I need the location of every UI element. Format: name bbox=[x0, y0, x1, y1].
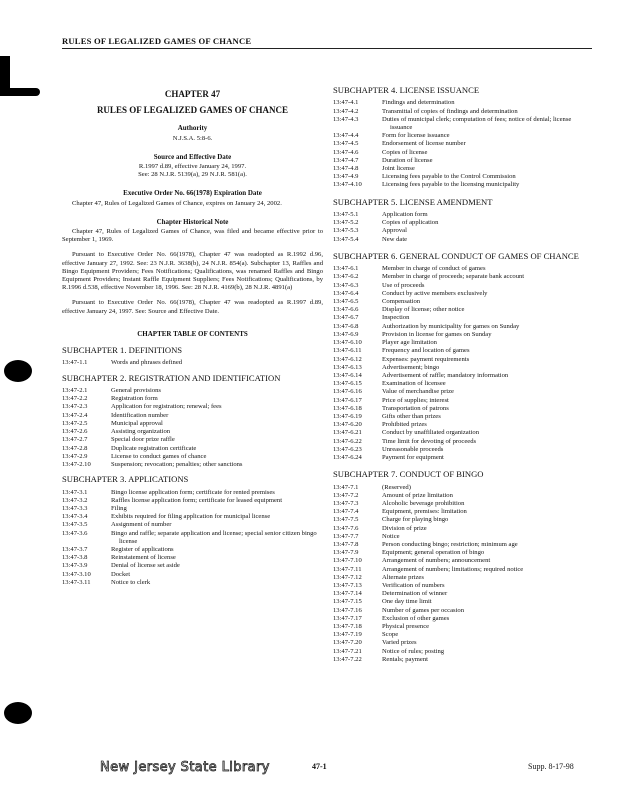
toc-entry bbox=[62, 412, 323, 420]
section-title: Advertisement; bingo bbox=[382, 363, 440, 371]
toc-entry bbox=[62, 513, 323, 521]
section-title: Raffles license application form; certificate for leased equipment bbox=[111, 496, 283, 504]
scan-hole-low bbox=[4, 702, 32, 724]
section-title: Frequency and location of games bbox=[382, 347, 470, 355]
section-number: 13:47-6.22 bbox=[333, 437, 362, 445]
section-title: Member in charge of conduct of games bbox=[382, 265, 486, 273]
section-title: Advertisement of raffle; mandatory information bbox=[382, 371, 509, 379]
toc-entry bbox=[333, 508, 595, 516]
section-title: Determination of winner bbox=[382, 590, 448, 598]
toc-entry bbox=[333, 566, 595, 574]
toc-entry bbox=[333, 623, 595, 631]
section-title: Transportation of patrons bbox=[382, 404, 449, 412]
section-number: 13:47-3.3 bbox=[62, 504, 88, 512]
toc-entry bbox=[333, 615, 595, 623]
toc-entry bbox=[333, 639, 595, 647]
section-number: 13:47-6.20 bbox=[333, 421, 362, 429]
section-number: 13:47-3.7 bbox=[62, 545, 88, 553]
section-number: 13:47-7.14 bbox=[333, 590, 362, 598]
toc-entry bbox=[333, 347, 595, 355]
section-title: Prohibited prizes bbox=[382, 421, 427, 429]
toc-entry bbox=[62, 461, 323, 469]
section-number: 13:47-7.13 bbox=[333, 581, 362, 589]
toc-entry bbox=[333, 380, 595, 388]
section-number: 13:47-7.15 bbox=[333, 598, 362, 606]
toc-entry bbox=[333, 656, 595, 664]
section-title: Findings and determination bbox=[382, 99, 455, 107]
page-footer bbox=[0, 760, 622, 780]
section-number: 13:47-7.20 bbox=[333, 639, 362, 647]
section-number: 13:47-4.1 bbox=[333, 99, 359, 107]
toc-heading: CHAPTER TABLE OF CONTENTS bbox=[137, 329, 248, 338]
toc-entry bbox=[333, 108, 595, 116]
section-number: 13:47-3.10 bbox=[62, 570, 91, 578]
section-title: Identification number bbox=[111, 411, 169, 419]
section-number: 13:47-6.19 bbox=[333, 412, 362, 420]
toc-entry bbox=[333, 323, 595, 331]
subchapter-4-list bbox=[333, 99, 595, 189]
section-title: Filing bbox=[111, 504, 127, 512]
toc-entry bbox=[62, 546, 323, 554]
toc-entry bbox=[333, 298, 595, 306]
toc-entry bbox=[62, 395, 323, 403]
toc-entry bbox=[333, 132, 595, 140]
toc-entry bbox=[333, 607, 595, 615]
toc-entry bbox=[333, 99, 595, 107]
section-number: 13:47-4.10 bbox=[333, 181, 362, 189]
section-number: 13:47-6.10 bbox=[333, 339, 362, 347]
toc-entry bbox=[333, 236, 595, 244]
section-title: Notice to clerk bbox=[111, 578, 151, 586]
section-number: 13:47-6.18 bbox=[333, 404, 362, 412]
section-title: Suspension; revocation; penalties; other sanctions bbox=[111, 460, 243, 468]
section-title: Provision in license for games on Sunday bbox=[382, 330, 492, 338]
toc-entry bbox=[333, 116, 595, 132]
section-number: 13:47-3.6 bbox=[62, 529, 88, 537]
library-watermark: New Jersey State Library bbox=[100, 760, 270, 775]
section-title: Expenses: payment requirements bbox=[382, 355, 470, 363]
toc-entry bbox=[333, 157, 595, 165]
section-number: 13:47-7.17 bbox=[333, 614, 362, 622]
subchapter-3-heading: SUBCHAPTER 3. APPLICATIONS bbox=[62, 474, 189, 485]
section-number: 13:47-3.2 bbox=[62, 496, 88, 504]
section-number: 13:47-4.2 bbox=[333, 107, 359, 115]
section-title: Time limit for devoting of proceeds bbox=[382, 437, 477, 445]
section-title: Player age limitation bbox=[382, 339, 437, 347]
section-number: 13:47-7.6 bbox=[333, 524, 359, 532]
historical-note-heading: Chapter Historical Note bbox=[156, 217, 229, 226]
section-number: 13:47-6.1 bbox=[333, 265, 359, 273]
section-title: Examination of licensee bbox=[382, 380, 446, 388]
section-title: Registration form bbox=[111, 395, 158, 403]
section-title: Duties of municipal clerk; computation of fees; notice of denial; license issuance bbox=[382, 115, 572, 132]
section-title: Exhibits required for filing application for municipal license bbox=[111, 513, 271, 521]
right-column bbox=[333, 86, 595, 664]
toc-entry bbox=[62, 521, 323, 529]
section-title: Inspection bbox=[382, 314, 410, 322]
toc-entry bbox=[333, 265, 595, 273]
section-title: Joint license bbox=[382, 165, 415, 173]
toc-entry bbox=[333, 173, 595, 181]
toc-entry bbox=[333, 165, 595, 173]
section-number: 13:47-7.7 bbox=[333, 532, 359, 540]
toc-entry bbox=[333, 500, 595, 508]
section-number: 13:47-6.11 bbox=[333, 347, 362, 355]
chapter-title: RULES OF LEGALIZED GAMES OF CHANCE bbox=[96, 105, 289, 116]
section-number: 13:47-7.3 bbox=[333, 499, 359, 507]
section-number: 13:47-6.17 bbox=[333, 396, 362, 404]
toc-entry bbox=[333, 282, 595, 290]
toc-entry bbox=[333, 314, 595, 322]
toc-entry bbox=[333, 631, 595, 639]
section-title: Varied prizes bbox=[382, 639, 417, 647]
historical-note-p1: Chapter 47, Rules of Legalized Games of Chance, was filed and became effective prior to September 1, 1969. bbox=[62, 228, 323, 244]
section-number: 13:47-7.18 bbox=[333, 623, 362, 630]
toc-entry bbox=[333, 454, 595, 462]
section-title: Exclusion of other games bbox=[382, 614, 450, 622]
section-number: 13:47-6.6 bbox=[333, 306, 359, 314]
toc-entry bbox=[333, 421, 595, 429]
section-title: Conduct by active members exclusively bbox=[382, 289, 488, 297]
section-number: 13:47-6.15 bbox=[333, 380, 362, 388]
toc-entry bbox=[333, 574, 595, 582]
section-title: Physical presence bbox=[382, 623, 430, 630]
toc-entry bbox=[62, 387, 323, 395]
toc-entry bbox=[333, 598, 595, 606]
section-number: 13:47-2.6 bbox=[62, 428, 88, 436]
toc-entry bbox=[333, 446, 595, 454]
section-title: Duplicate registration certificate bbox=[111, 444, 197, 452]
section-title: One day time limit bbox=[382, 598, 432, 606]
section-title: Verification of numbers bbox=[382, 581, 445, 589]
toc-entry bbox=[62, 554, 323, 562]
scan-hole-mid bbox=[4, 360, 32, 382]
section-title: Bingo and raffle; separate application and license; special senior citizen bingo license bbox=[111, 529, 317, 545]
section-number: 13:47-2.10 bbox=[62, 460, 91, 468]
section-title: Reinstatement of license bbox=[111, 554, 176, 562]
toc-entry bbox=[333, 582, 595, 590]
section-number: 13:47-3.1 bbox=[62, 488, 88, 496]
section-title: Licensing fees payable to the Control Commission bbox=[382, 173, 516, 181]
running-head: RULES OF LEGALIZED GAMES OF CHANCE bbox=[62, 36, 252, 46]
toc-entry bbox=[62, 579, 323, 587]
toc-entry bbox=[333, 227, 595, 235]
section-title: Value of merchandise prize bbox=[382, 388, 454, 396]
section-title: Use of proceeds bbox=[382, 281, 425, 289]
exec-order-heading: Executive Order No. 66(1978) Expiration Date bbox=[123, 189, 262, 198]
section-title: Duration of license bbox=[382, 156, 433, 164]
section-number: 13:47-2.2 bbox=[62, 395, 88, 403]
toc-entry bbox=[62, 359, 323, 367]
source-line-2: See: 28 N.J.R. 5139(a), 29 N.J.R. 581(a). bbox=[138, 171, 247, 179]
section-number: 13:47-6.24 bbox=[333, 453, 362, 461]
section-title: Copies of application bbox=[382, 219, 439, 227]
section-title: Scope bbox=[382, 631, 399, 639]
section-title: Person conducting bingo; restriction; minimum age bbox=[382, 540, 518, 548]
subchapter-1-heading: SUBCHAPTER 1. DEFINITIONS bbox=[62, 345, 183, 356]
toc-entry bbox=[333, 388, 595, 396]
section-number: 13:47-3.4 bbox=[62, 513, 88, 521]
section-title: Amount of prize limitation bbox=[382, 491, 453, 499]
section-number: 13:47-2.9 bbox=[62, 452, 88, 460]
section-number: 13:47-7.12 bbox=[333, 573, 362, 581]
section-title: Alcoholic beverage prohibition bbox=[382, 499, 465, 507]
section-title: Authorization by municipality for games on Sunday bbox=[382, 322, 520, 330]
toc-entry bbox=[62, 530, 323, 546]
section-title: Endorsement of license number bbox=[382, 140, 466, 148]
toc-entry bbox=[62, 562, 323, 570]
toc-entry bbox=[333, 290, 595, 298]
subchapter-3-list bbox=[62, 489, 323, 587]
toc-entry bbox=[333, 273, 595, 281]
section-number: 13:47-4.7 bbox=[333, 156, 359, 164]
section-number: 13:47-6.16 bbox=[333, 388, 362, 396]
section-number: 13:47-2.1 bbox=[62, 387, 88, 395]
subchapter-4-heading: SUBCHAPTER 4. LICENSE ISSUANCE bbox=[333, 85, 480, 95]
section-title: Notice of rules; posting bbox=[382, 647, 445, 655]
section-title: Words and phrases defined bbox=[111, 359, 183, 367]
subchapter-7-heading: SUBCHAPTER 7. CONDUCT OF BINGO bbox=[333, 469, 484, 480]
historical-note-p3: Pursuant to Executive Order No. 66(1978), Chapter 47 was readopted as R.1997 d.89, effective January 24, 1997. See: Source and Effective Date. bbox=[62, 299, 323, 315]
toc-entry bbox=[333, 306, 595, 314]
section-title: Bingo license application form; certificate for rented premises bbox=[111, 488, 275, 496]
section-number: 13:47-7.11 bbox=[333, 565, 362, 573]
section-number: 13:47-3.9 bbox=[62, 562, 88, 570]
section-title: Transmittal of copies of findings and determination bbox=[382, 107, 518, 115]
section-title: Payment for equipment bbox=[382, 453, 444, 461]
section-title: Conduct by unaffiliated organization bbox=[382, 429, 479, 437]
section-title: Notice bbox=[382, 532, 400, 540]
section-number: 13:47-2.3 bbox=[62, 403, 88, 411]
section-title: Assignment of number bbox=[111, 521, 172, 529]
source-heading: Source and Effective Date bbox=[153, 152, 232, 161]
section-number: 13:47-3.11 bbox=[62, 578, 91, 586]
section-title: (Reserved) bbox=[382, 483, 411, 491]
section-number: 13:47-1.1 bbox=[62, 359, 88, 367]
toc-entry bbox=[333, 372, 595, 380]
toc-entry bbox=[333, 364, 595, 372]
section-number: 13:47-4.3 bbox=[333, 115, 359, 123]
toc-entry bbox=[333, 438, 595, 446]
section-title: Special door prize raffle bbox=[111, 436, 175, 444]
section-number: 13:47-7.10 bbox=[333, 557, 362, 565]
toc-entry bbox=[333, 590, 595, 598]
header-rule bbox=[62, 48, 592, 49]
subchapter-7-list bbox=[333, 484, 595, 664]
source-line-1: R.1997 d.89, effective January 24, 1997. bbox=[138, 163, 247, 171]
left-column bbox=[62, 86, 323, 587]
section-number: 13:47-6.5 bbox=[333, 298, 359, 306]
subchapter-2-list bbox=[62, 387, 323, 469]
section-title: Licensing fees payable to the licensing municipality bbox=[382, 181, 520, 189]
subchapter-6-heading: SUBCHAPTER 6. GENERAL CONDUCT OF GAMES OF CHANCE bbox=[333, 250, 579, 261]
subchapter-6-list bbox=[333, 265, 595, 462]
toc-entry bbox=[333, 140, 595, 148]
section-title: Number of games per occasion bbox=[382, 606, 465, 614]
toc-entry bbox=[333, 397, 595, 405]
section-title: Form for license issuance bbox=[382, 132, 450, 140]
section-number: 13:47-5.3 bbox=[333, 227, 359, 235]
section-number: 13:47-3.5 bbox=[62, 521, 88, 529]
section-number: 13:47-4.9 bbox=[333, 173, 359, 181]
toc-entry bbox=[333, 557, 595, 565]
scan-mark-top-tail bbox=[0, 88, 40, 96]
section-title: Denial of license set aside bbox=[111, 562, 180, 570]
section-number: 13:47-7.22 bbox=[333, 655, 362, 663]
toc-entry bbox=[333, 648, 595, 656]
toc-entry bbox=[333, 149, 595, 157]
page-number: 47-1 bbox=[312, 762, 327, 771]
subchapter-5-list bbox=[333, 211, 595, 244]
section-number: 13:47-7.5 bbox=[333, 516, 359, 524]
section-title: Charge for playing bingo bbox=[382, 516, 449, 524]
toc-entry bbox=[62, 420, 323, 428]
toc-entry bbox=[333, 413, 595, 421]
section-title: Alternate prizes bbox=[382, 573, 424, 581]
toc-entry bbox=[333, 331, 595, 339]
section-title: Division of prize bbox=[382, 524, 427, 532]
section-number: 13:47-2.8 bbox=[62, 444, 88, 452]
section-title: Compensation bbox=[382, 298, 421, 306]
toc-entry bbox=[333, 339, 595, 347]
section-number: 13:47-4.5 bbox=[333, 140, 359, 148]
toc-entry bbox=[333, 549, 595, 557]
toc-entry bbox=[333, 211, 595, 219]
section-number: 13:47-4.8 bbox=[333, 165, 359, 173]
section-title: Price of supplies; interest bbox=[382, 396, 449, 404]
section-number: 13:47-6.4 bbox=[333, 289, 359, 297]
section-number: 13:47-7.1 bbox=[333, 483, 359, 491]
toc-entry bbox=[333, 429, 595, 437]
section-title: Register of applications bbox=[111, 545, 174, 553]
exec-order-text: Chapter 47, Rules of Legalized Games of Chance, expires on January 24, 2002. bbox=[72, 199, 282, 207]
toc-entry bbox=[333, 492, 595, 500]
section-number: 13:47-4.6 bbox=[333, 148, 359, 156]
toc-entry bbox=[333, 219, 595, 227]
section-title: Arrangement of numbers; announcement bbox=[382, 557, 491, 565]
chapter-number: CHAPTER 47 bbox=[164, 89, 221, 99]
authority-heading: Authority bbox=[177, 124, 208, 133]
section-number: 13:47-6.12 bbox=[333, 355, 362, 363]
section-title: License to conduct games of chance bbox=[111, 452, 207, 460]
toc-entry bbox=[333, 484, 595, 492]
section-title: Municipal approval bbox=[111, 419, 163, 427]
toc-entry bbox=[333, 516, 595, 524]
subchapter-1-list bbox=[62, 359, 323, 367]
section-number: 13:47-6.8 bbox=[333, 322, 359, 330]
toc-entry bbox=[62, 497, 323, 505]
section-number: 13:47-2.5 bbox=[62, 419, 88, 427]
authority-text: N.J.S.A. 5:8-6. bbox=[172, 134, 213, 142]
supplement-date: Supp. 8-17-98 bbox=[528, 762, 574, 771]
toc-entry bbox=[62, 445, 323, 453]
section-number: 13:47-5.1 bbox=[333, 211, 359, 219]
section-number: 13:47-6.7 bbox=[333, 314, 359, 322]
historical-note-p2: Pursuant to Executive Order No. 66(1978), Chapter 47 was readopted as R.1992 d.96, effective January 27, 1992. See: 23 N.J.R. 3638(b), 24 N.J.R. 854(a). Subchapter 13, Raffles and Bingo Equipment Providers; Fees Notifications; Qualifications, was renamed Raffles and Bingo Equipment Providers; Instant Raffle Equipment Suppliers; Fees Notifications; Qualifications, by R.1996 d.538, effective November 18, 1996. See: 28 N.J.R. 4169(b), 28 N.J.R. 4891(a) bbox=[62, 251, 323, 292]
section-number: 13:47-3.8 bbox=[62, 554, 88, 562]
section-number: 13:47-6.14 bbox=[333, 371, 362, 379]
section-title: Rentals; payment bbox=[382, 655, 428, 663]
section-title: Unreasonable proceeds bbox=[382, 445, 444, 453]
section-number: 13:47-5.4 bbox=[333, 235, 359, 243]
toc-entry bbox=[62, 436, 323, 444]
section-title: Assisting organization bbox=[111, 428, 171, 436]
section-title: Equipment, premises: limitation bbox=[382, 508, 467, 516]
toc-entry bbox=[333, 181, 595, 189]
section-number: 13:47-4.4 bbox=[333, 132, 359, 140]
section-title: General provisions bbox=[111, 387, 161, 395]
toc-entry bbox=[62, 453, 323, 461]
toc-entry bbox=[333, 356, 595, 364]
section-number: 13:47-2.7 bbox=[62, 436, 88, 444]
section-title: Copies of license bbox=[382, 148, 428, 156]
toc-entry bbox=[62, 571, 323, 579]
toc-entry bbox=[333, 405, 595, 413]
section-number: 13:47-7.16 bbox=[333, 606, 362, 614]
toc-entry bbox=[62, 428, 323, 436]
section-number: 13:47-6.3 bbox=[333, 281, 359, 289]
section-title: Gifts other than prizes bbox=[382, 412, 441, 420]
section-number: 13:47-7.9 bbox=[333, 549, 359, 557]
section-title: Display of license; other notice bbox=[382, 306, 465, 314]
section-title: Approval bbox=[382, 227, 407, 235]
toc-entry bbox=[62, 403, 323, 411]
section-title: Application for registration; renewal; fees bbox=[111, 403, 222, 411]
section-number: 13:47-7.8 bbox=[333, 540, 359, 548]
section-number: 13:47-7.4 bbox=[333, 508, 359, 516]
toc-entry bbox=[62, 505, 323, 513]
section-number: 13:47-6.9 bbox=[333, 330, 359, 338]
section-title: Arrangement of numbers; limitations; required notice bbox=[382, 565, 524, 573]
section-title: Member in charge of proceeds; separate bank account bbox=[382, 273, 525, 281]
section-number: 13:47-6.21 bbox=[333, 429, 362, 437]
section-number: 13:47-7.2 bbox=[333, 491, 359, 499]
toc-entry bbox=[333, 525, 595, 533]
toc-entry bbox=[62, 489, 323, 497]
subchapter-2-heading: SUBCHAPTER 2. REGISTRATION AND IDENTIFICATION bbox=[62, 372, 281, 383]
section-number: 13:47-2.4 bbox=[62, 411, 88, 419]
section-title: Equipment; general operation of bingo bbox=[382, 549, 485, 557]
section-number: 13:47-5.2 bbox=[333, 219, 359, 227]
section-number: 13:47-7.21 bbox=[333, 647, 362, 655]
section-title: New date bbox=[382, 235, 408, 243]
section-number: 13:47-7.19 bbox=[333, 631, 362, 639]
section-number: 13:47-6.2 bbox=[333, 273, 359, 281]
section-title: Application form bbox=[382, 211, 428, 219]
toc-entry bbox=[333, 533, 595, 541]
section-number: 13:47-6.23 bbox=[333, 445, 362, 453]
section-title: Docket bbox=[111, 570, 131, 578]
toc-entry bbox=[333, 541, 595, 549]
subchapter-5-heading: SUBCHAPTER 5. LICENSE AMENDMENT bbox=[333, 196, 493, 207]
section-number: 13:47-6.13 bbox=[333, 363, 362, 371]
